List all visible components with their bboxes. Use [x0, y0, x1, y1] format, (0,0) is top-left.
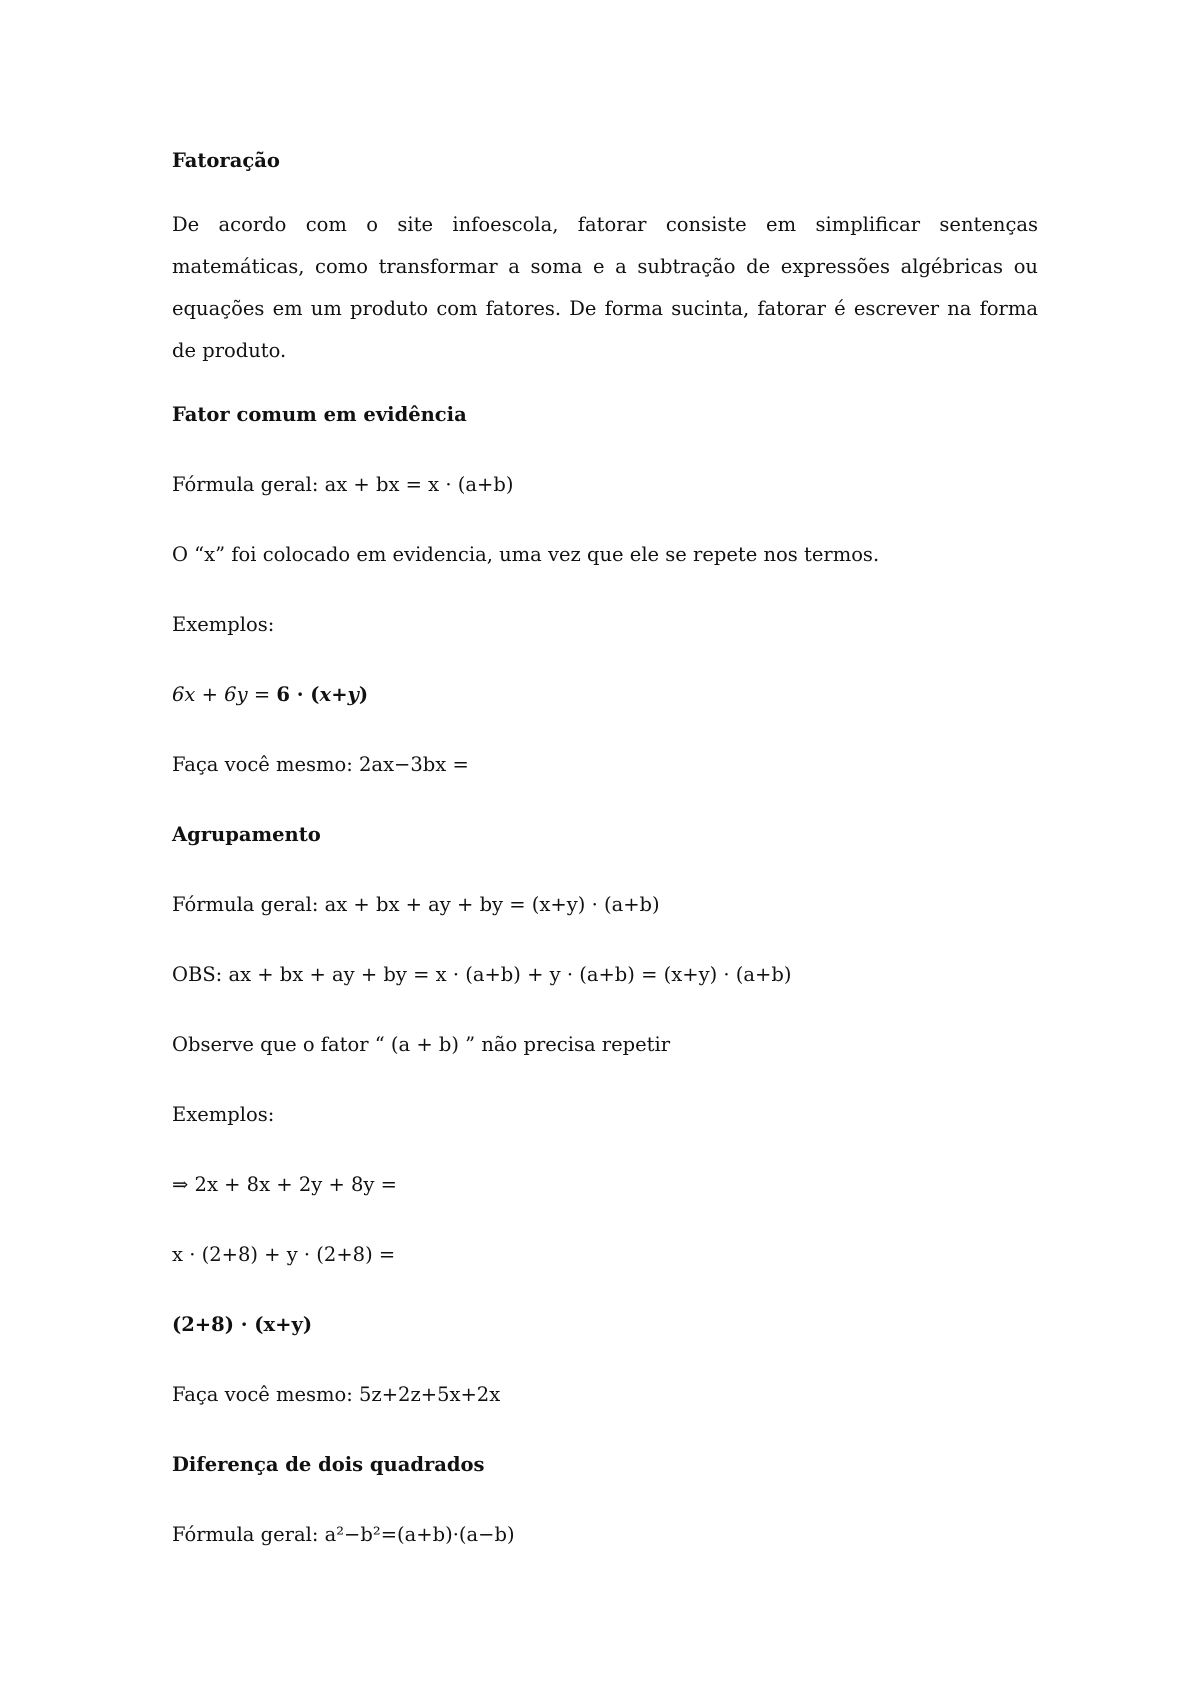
grouping-step-3: (2+8) · (x+y)	[172, 1313, 313, 1336]
grouping-exercise: Faça você mesmo: 5z+2z+5x+2x	[172, 1383, 501, 1406]
grouping-step-1: ⇒ 2x + 8x + 2y + 8y =	[172, 1173, 397, 1196]
example-coef-a: 6	[172, 683, 185, 706]
example-result-close: )	[358, 683, 369, 706]
example-result-factor: 6 · (	[276, 683, 320, 706]
page-title: Fatoração	[172, 149, 280, 172]
example-result-y: y	[347, 683, 359, 706]
example-coef-b: 6	[224, 683, 237, 706]
grouping-obs: OBS: ax + bx + ay + by = x · (a+b) + y · (a+b) = (x+y) · (a+b)	[172, 963, 792, 986]
section-heading-difference-of-squares: Diferença de dois quadrados	[172, 1453, 485, 1476]
document-page	[172, 140, 1038, 1556]
example-result-plus: +	[331, 683, 348, 706]
example-var-y: y	[236, 683, 248, 706]
example-plus: +	[195, 683, 225, 706]
grouping-step-2: x · (2+8) + y · (2+8) =	[172, 1243, 396, 1266]
common-factor-exercise: Faça você mesmo: 2ax−3bx =	[172, 753, 469, 776]
grouping-examples-label: Exemplos:	[172, 1103, 275, 1126]
common-factor-formula: Fórmula geral: ax + bx = x · (a+b)	[172, 473, 514, 496]
grouping-formula: Fórmula geral: ax + bx + ay + by = (x+y) · (a+b)	[172, 893, 660, 916]
example-var-x: x	[184, 683, 196, 706]
section-heading-common-factor: Fator comum em evidência	[172, 403, 467, 426]
common-factor-note: O “x” foi colocado em evidencia, uma vez que ele se repete nos termos.	[172, 543, 880, 566]
common-factor-examples-label: Exemplos:	[172, 613, 275, 636]
grouping-observe-note: Observe que o fator “ (a + b) ” não precisa repetir	[172, 1033, 671, 1056]
example-equals: =	[247, 683, 277, 706]
intro-paragraph: De acordo com o site infoescola, fatorar consiste em simplificar sentenças matemáticas, como transformar a soma e a subtração de expressões algébricas ou equações em um produto com fatores. De forma sucinta, fatorar é escrever na forma de produto.	[172, 213, 1038, 362]
section-heading-grouping: Agrupamento	[172, 823, 321, 846]
example-result-x: x	[319, 683, 332, 706]
difference-of-squares-formula: Fórmula geral: a²−b²=(a+b)·(a−b)	[172, 1523, 515, 1546]
common-factor-example	[172, 674, 1038, 716]
